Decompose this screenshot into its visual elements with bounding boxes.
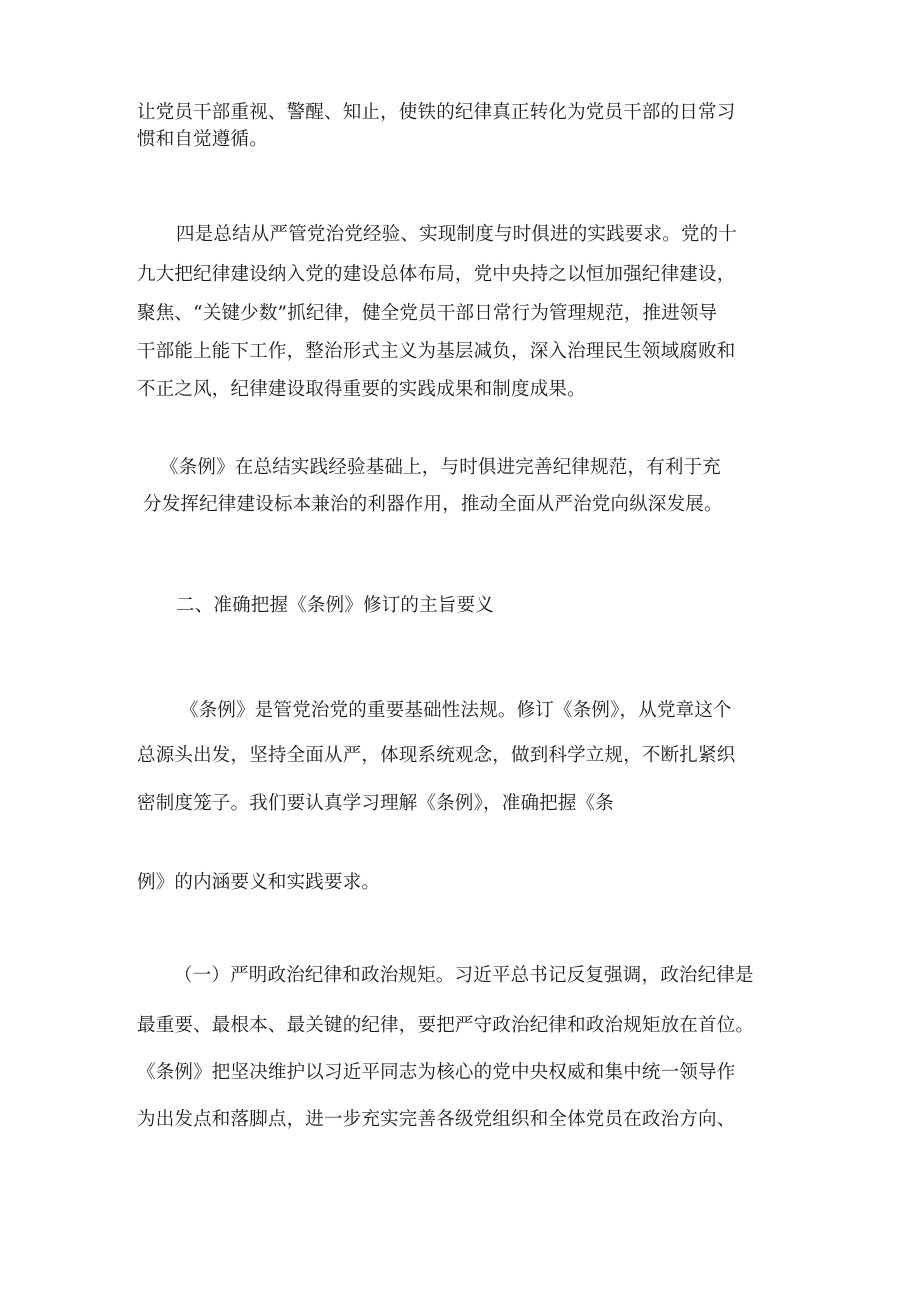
paragraph-line: 例》的内涵要义和实践要求。	[137, 872, 381, 893]
paragraph-line: 《条例》在总结实践经验基础上，与时俱进完善纪律规范，有利于充	[160, 457, 722, 478]
section-heading: 二、准确把握《条例》修订的主旨要义	[176, 595, 494, 616]
paragraph-line: 为出发点和落脚点，进一步充实完善各级党组织和全体党员在政治方向、	[137, 1109, 736, 1130]
paragraph-line: 最重要、最根本、最关键的纪律，要把严守政治纪律和政治规矩放在首位。	[137, 1015, 755, 1036]
paragraph-line: 干部能上能下工作，整治形式主义为基层减负，深入治理民生领域腐败和	[137, 341, 736, 362]
paragraph-line: 总源头出发，坚持全面从严，体现系统观念，做到科学立规，不断扎紧织	[137, 745, 736, 766]
paragraph-line: 惯和自觉遵循。	[137, 129, 268, 150]
paragraph-line: 九大把纪律建设纳入党的建设总体布局，党中央持之以恒加强纪律建设，	[137, 264, 736, 285]
paragraph-line: 密制度笼子。我们要认真学习理解《条例》，准确把握《条	[137, 793, 614, 814]
paragraph-line: 四是总结从严管党治党经验、实现制度与时俱进的实践要求。党的十	[176, 224, 738, 245]
paragraph-line: 《条例》把坚决维护以习近平同志为核心的党中央权威和集中统一领导作	[137, 1062, 736, 1083]
paragraph-line: 让党员干部重视、警醒、知止，使铁的纪律真正转化为党员干部的日常习	[137, 102, 736, 123]
paragraph-line: 分发挥纪律建设标本兼治的利器作用，推动全面从严治党向纵深发展。	[143, 494, 723, 515]
paragraph-line: （一）严明政治纪律和政治规矩。习近平总书记反复强调，政治纪律是	[174, 965, 754, 986]
paragraph-line: 《条例》是管党治党的重要基础性法规。修订《条例》，从党章这个	[180, 700, 732, 721]
paragraph-line: 聚焦、“关键少数”抓纪律，健全党员干部日常行为管理规范，推进领导	[137, 303, 718, 324]
paragraph-line: 不正之风，纪律建设取得重要的实践成果和制度成果。	[137, 379, 586, 400]
